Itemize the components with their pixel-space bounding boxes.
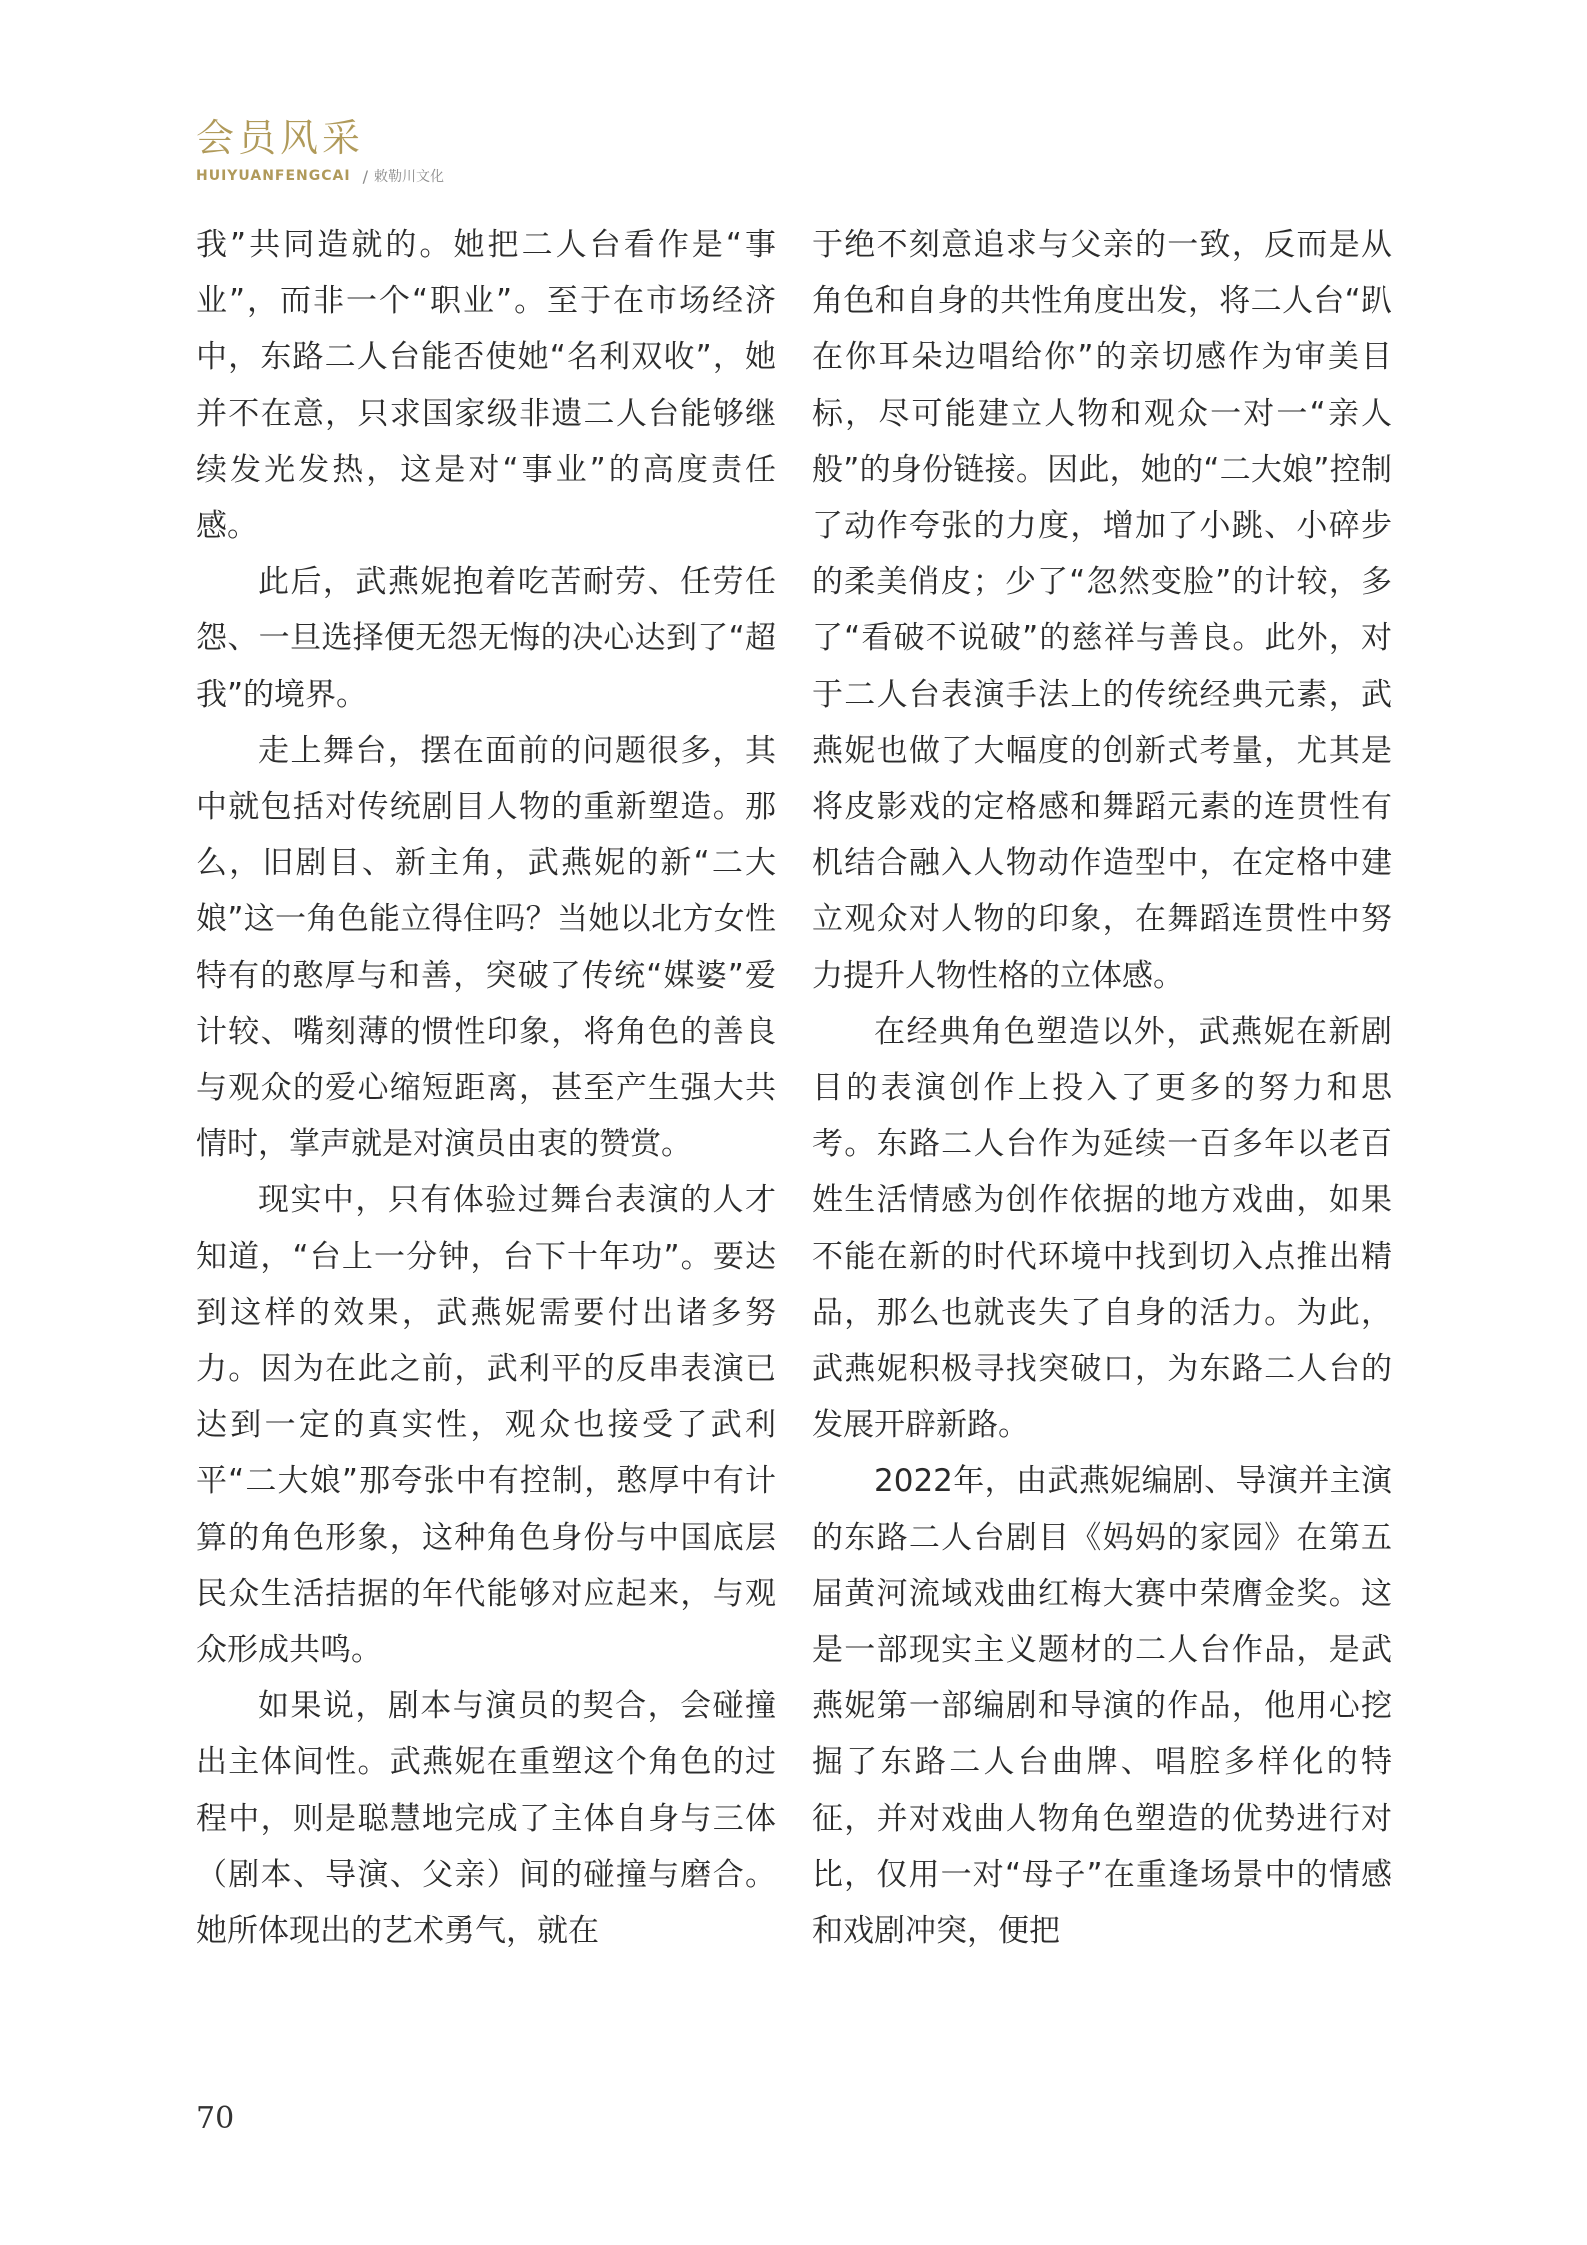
header-slash: / (362, 166, 368, 186)
section-subtitle-row (196, 166, 444, 186)
paragraph: 走上舞台，摆在面前的问题很多，其中就包括对传统剧目人物的重新塑造。那么，旧剧目、新主角，武燕妮的新“二大娘”这一角色能立得住吗？当她以北方女性特有的憨厚与和善，突破了传统“媒婆”爱计较、嘴刻薄的惯性印象，将角色的善良与观众的爱心缩短距离，甚至产生强大共情时，掌声就是对演员由衷的赞赏。 (196, 732, 776, 1163)
paragraph: 如果说，剧本与演员的契合，会碰撞出主体间性。武燕妮在重塑这个角色的过程中，则是聪慧地完成了主体自身与三体（剧本、导演、父亲）间的碰撞与磨合。她所体现出的艺术勇气，就在 (196, 1688, 776, 1950)
section-title: 会员风采 (196, 116, 365, 160)
paragraph: 于绝不刻意追求与父亲的一致，反而是从角色和自身的共性角度出发，将二人台“趴在你耳朵边唱给你”的亲切感作为审美目标，尽可能建立人物和观众一对一“亲人般”的身份链接。因此，她的“二大娘”控制了动作夸张的力度，增加了小跳、小碎步的柔美俏皮；少了“忽然变脸”的计较，多了“看破不说破”的慈祥与善良。此外，对于二人台表演手法上的传统经典元素，武燕妮也做了大幅度的创新式考量，尤其是将皮影戏的定格感和舞蹈元素的连贯性有机结合融入人物动作造型中，在定格中建立观众对人物的印象，在舞蹈连贯性中努力提升人物性格的立体感。 (812, 227, 1392, 994)
page-number: 70 (196, 2101, 235, 2136)
page-header (196, 114, 444, 186)
section-pinyin: HUIYUANFENGCAI (196, 168, 351, 184)
paragraph: 我”共同造就的。她把二人台看作是“事业”，而非一个“职业”。至于在市场经济中，东路二人台能否使她“名利双收”，她并不在意，只求国家级非遗二人台能够继续发光发热，这是对“事业”的高度责任感。 (196, 227, 776, 545)
paragraph: 此后，武燕妮抱着吃苦耐劳、任劳任怨、一旦选择便无怨无悔的决心达到了“超我”的境界。 (196, 564, 776, 713)
paragraph: 2022年，由武燕妮编剧、导演并主演的东路二人台剧目《妈妈的家园》在第五届黄河流域戏曲红梅大赛中荣膺金奖。这是一部现实主义题材的二人台作品，是武燕妮第一部编剧和导演的作品，他用心挖掘了东路二人台曲牌、唱腔多样化的特征，并对戏曲人物角色塑造的优势进行对比，仅用一对“母子”在重逢场景中的情感和戏剧冲突，便把 (812, 1463, 1392, 1950)
paragraph: 在经典角色塑造以外，武燕妮在新剧目的表演创作上投入了更多的努力和思考。东路二人台作为延续一百多年以老百姓生活情感为创作依据的地方戏曲，如果不能在新的时代环境中找到切入点推出精品，那么也就丧失了自身的活力。为此，武燕妮积极寻找突破口，为东路二人台的发展开辟新路。 (812, 1013, 1392, 1444)
right-column (812, 217, 1392, 1959)
brand-name: 敕勒川文化 (373, 169, 444, 185)
left-column (196, 217, 776, 1959)
paragraph: 现实中，只有体验过舞台表演的人才知道，“台上一分钟，台下十年功”。要达到这样的效果，武燕妮需要付出诸多努力。因为在此之前，武利平的反串表演已达到一定的真实性，观众也接受了武利平“二大娘”那夸张中有控制，憨厚中有计算的角色形象，这种角色身份与中国底层民众生活拮据的年代能够对应起来，与观众形成共鸣。 (196, 1182, 776, 1669)
